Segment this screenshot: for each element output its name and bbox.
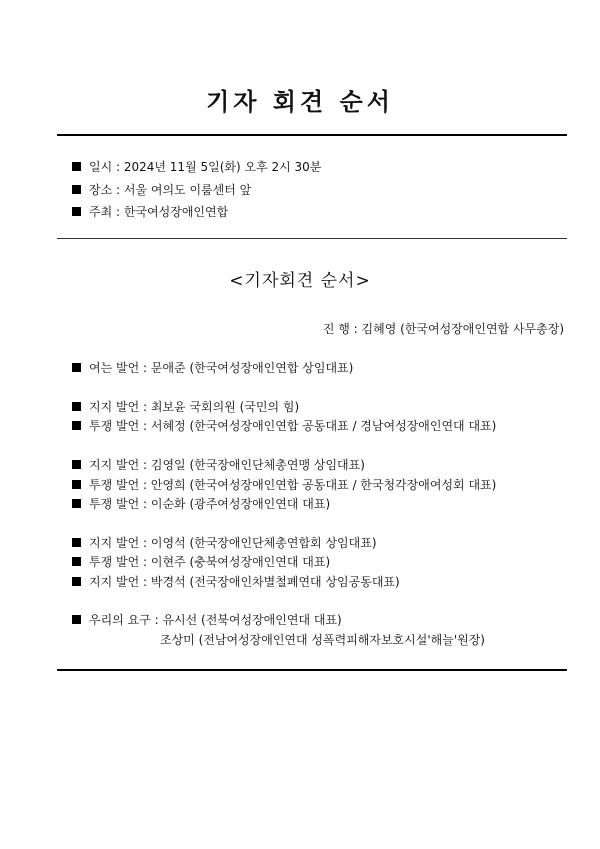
program-item-text: 지지 발언 : 최보윤 국회의원 (국민의 힘): [89, 400, 300, 414]
top-divider: [57, 134, 567, 136]
bullet-square-icon: [72, 557, 81, 566]
bullet-square-icon: [72, 207, 81, 216]
program-item: [72, 360, 353, 376]
bullet-square-icon: [72, 538, 81, 547]
bullet-square-icon: [72, 480, 81, 489]
info-text: 장소 : 서울 여의도 이룸센터 앞: [89, 183, 252, 197]
info-item-date: [72, 159, 321, 175]
program-item: [72, 477, 496, 493]
bullet-square-icon: [72, 402, 81, 411]
program-item-text: 투쟁 발언 : 안영희 (한국여성장애인연합 공동대표 / 한국청각장애여성회 대표): [89, 478, 497, 492]
bullet-square-icon: [72, 460, 81, 469]
moderator-line: 진 행 : 김혜영 (한국여성장애인연합 사무총장): [322, 322, 564, 336]
program-item-text: 지지 발언 : 김영일 (한국장애인단체총연맹 상임대표): [89, 458, 365, 472]
info-text: 일시 : 2024년 11월 5일(화) 오후 2시 30분: [89, 160, 322, 174]
program-item: [72, 574, 400, 590]
bullet-square-icon: [72, 363, 81, 372]
program-item-text: 투쟁 발언 : 이순화 (광주여성장애인연대 대표): [89, 497, 331, 511]
program-item-text: 지지 발언 : 이영석 (한국장애인단체총연합회 상임대표): [89, 536, 377, 550]
program-item: [72, 418, 496, 434]
bullet-square-icon: [72, 577, 81, 586]
program-item: [72, 554, 330, 570]
bullet-square-icon: [72, 185, 81, 194]
program-item: [72, 457, 365, 473]
bullet-square-icon: [72, 499, 81, 508]
program-item-text: 지지 발언 : 박경석 (전국장애인차별철폐연대 상임공동대표): [89, 575, 400, 589]
program-item: [72, 496, 330, 512]
info-item-place: [72, 182, 251, 198]
info-text: 주최 : 한국여성장애인연합: [89, 205, 229, 219]
program-item: [72, 399, 299, 415]
program-item-text: 여는 발언 : 문애준 (한국여성장애인연합 상임대표): [89, 361, 354, 375]
bullet-square-icon: [72, 421, 81, 430]
bullet-square-icon: [72, 162, 81, 171]
program-item-continuation: 조상미 (전남여성장애인연대 성폭력피해자보호시설'해늘'원장): [160, 633, 485, 647]
page-title: 기자 회견 순서: [206, 88, 394, 116]
program-item-text: 투쟁 발언 : 서혜정 (한국여성장애인연합 공동대표 / 경남여성장애인연대 대표): [89, 419, 497, 433]
program-item: [72, 612, 342, 628]
program-item-text: 투쟁 발언 : 이현주 (충북여성장애인연대 대표): [89, 555, 331, 569]
bullet-square-icon: [72, 615, 81, 624]
program-title: <기자회견 순서>: [229, 271, 371, 291]
program-item: [72, 535, 377, 551]
bottom-divider: [57, 669, 567, 671]
info-item-host: [72, 204, 228, 220]
middle-divider: [57, 238, 567, 239]
program-item-text: 우리의 요구 : 유시선 (전북여성장애인연대 대표): [89, 613, 342, 627]
